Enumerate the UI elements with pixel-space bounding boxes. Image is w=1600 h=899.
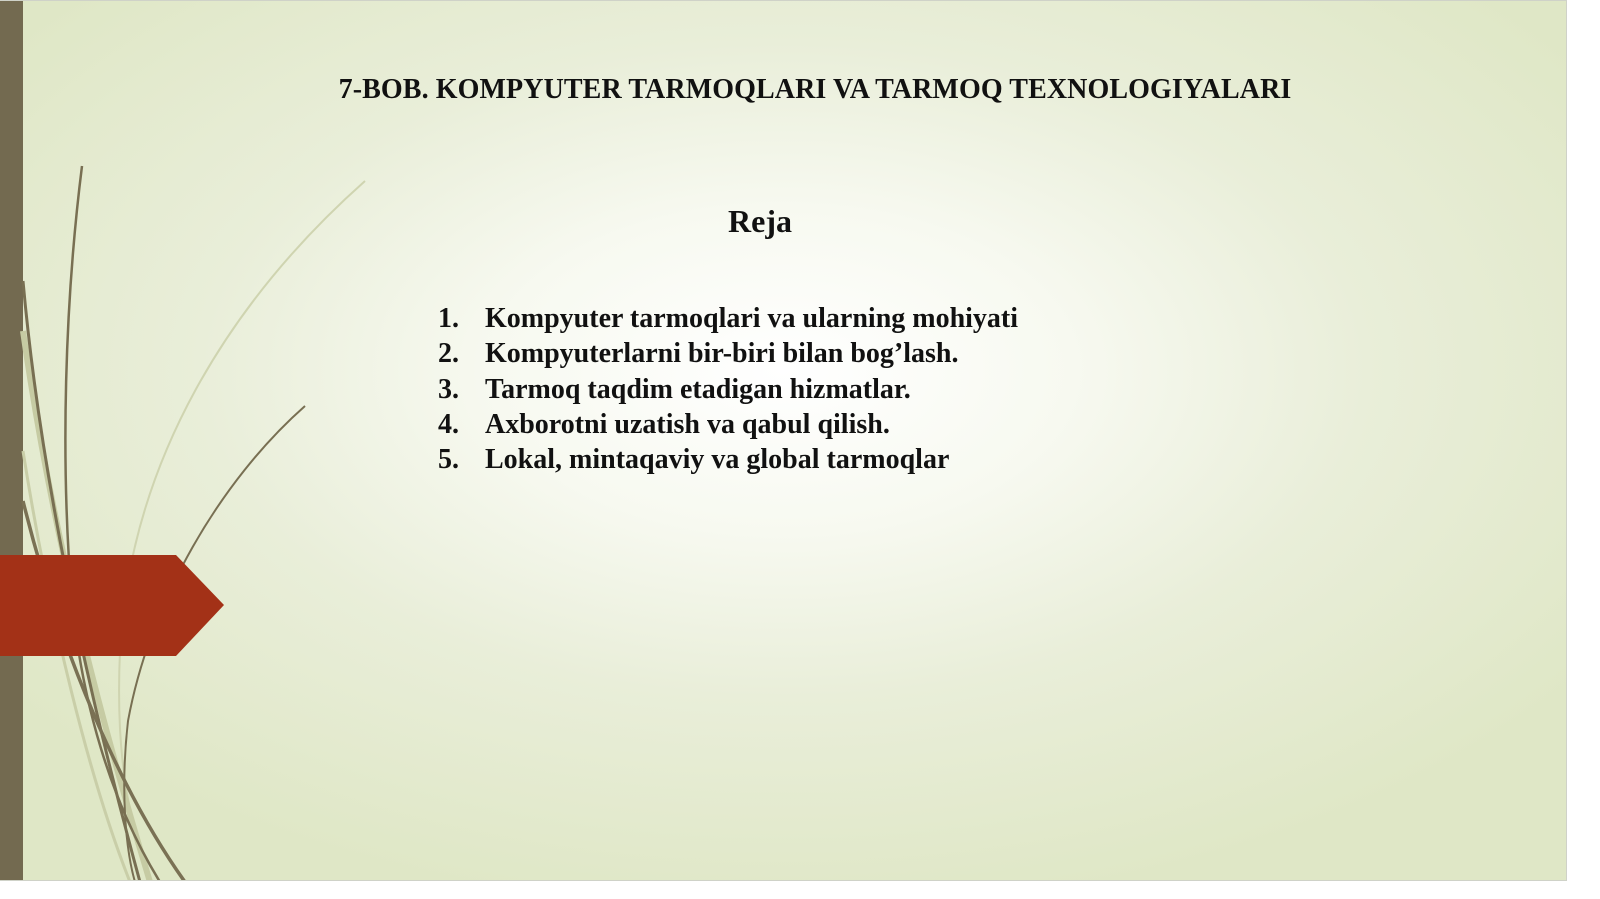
list-item-text: Lokal, mintaqaviy va global tarmoqlar — [485, 444, 950, 476]
list-item — [438, 301, 1018, 336]
list-item-text: Tarmoq taqdim etadigan hizmatlar. — [485, 373, 911, 405]
list-item-text: Kompyuterlarni bir-biri bilan bog’lash. — [485, 338, 959, 370]
curve-light-1 — [119, 181, 365, 881]
list-item-number: 4. — [438, 408, 459, 440]
list-item — [438, 372, 1018, 407]
slide-title: 7-BOB. KOMPYUTER TARMOQLARI VA TARMOQ TEXNOLOGIYALARI — [338, 74, 1292, 105]
slide-subtitle: Reja — [728, 203, 792, 239]
list-item-number: 1. — [438, 303, 459, 334]
list-item — [438, 442, 1018, 477]
list-item-number: 2. — [438, 338, 459, 370]
list-item-text: Kompyuter tarmoqlari va ularning mohiyati — [485, 303, 1019, 334]
list-item-number: 3. — [438, 373, 459, 405]
list-item — [438, 336, 1018, 371]
list-item-number: 5. — [438, 444, 459, 476]
red-arrow-shape — [0, 555, 230, 659]
list-item-text: Axborotni uzatish va qabul qilish. — [485, 408, 890, 440]
plan-list — [438, 301, 1018, 477]
decorative-curves — [0, 1, 380, 881]
list-item — [438, 407, 1018, 442]
curve-light-3 — [23, 451, 130, 881]
